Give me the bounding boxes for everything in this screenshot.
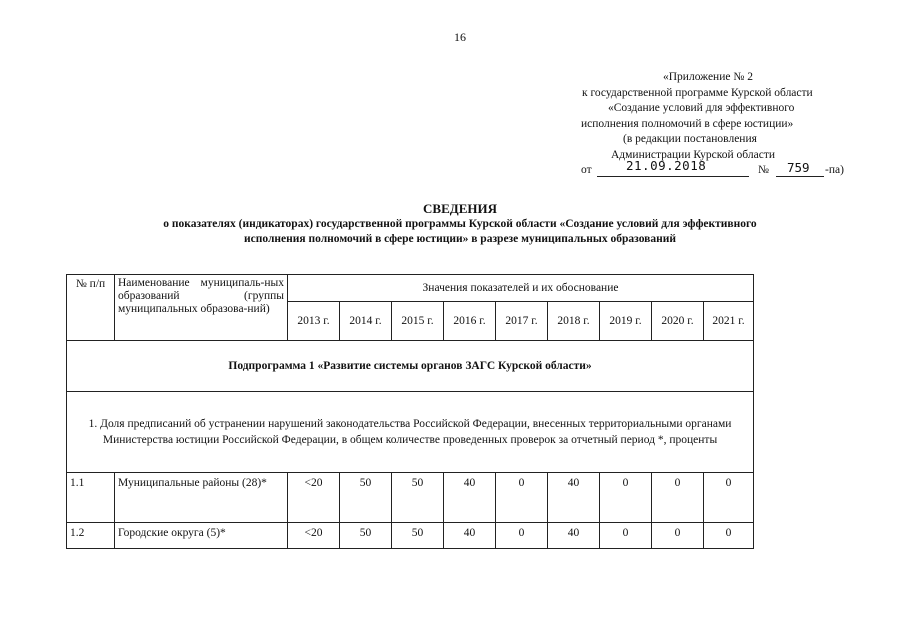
row-value: 0 xyxy=(600,523,652,549)
row-value: <20 xyxy=(288,473,340,523)
indicator-row xyxy=(67,392,754,473)
year-header: 2018 г. xyxy=(548,302,600,341)
document-heading xyxy=(90,200,830,247)
number-suffix: -па) xyxy=(825,164,844,176)
row-value: <20 xyxy=(288,523,340,549)
date-prefix: от xyxy=(581,164,592,176)
row-value: 40 xyxy=(548,473,600,523)
year-header: 2016 г. xyxy=(444,302,496,341)
values-header: Значения показателей и их обоснование xyxy=(288,275,754,302)
number-sign: № xyxy=(758,164,769,176)
appendix-line: Администрации Курской области xyxy=(611,148,775,161)
document-title: СВЕДЕНИЯ xyxy=(423,201,497,216)
appendix-line: «Создание условий для эффективного xyxy=(608,102,795,114)
appendix-line: исполнения полномочий в сфере юстиции» xyxy=(581,117,794,130)
row-name: Муниципальные районы (28)* xyxy=(115,473,288,523)
subprogram-row xyxy=(67,341,754,392)
appendix-line: к государственной программе Курской области xyxy=(582,86,813,99)
appendix-line: «Приложение № 2 xyxy=(663,71,753,83)
document-subtitle-line: исполнения полномочий в сфере юстиции» в разрезе муниципальных образований xyxy=(244,233,676,245)
header-row xyxy=(67,275,754,302)
row-value: 50 xyxy=(392,473,444,523)
subprogram-title: Подпрограмма 1 «Развитие системы органов ЗАГС Курской области» xyxy=(67,341,754,392)
resolution-number: 759 xyxy=(787,160,810,175)
year-header: 2014 г. xyxy=(340,302,392,341)
row-value: 0 xyxy=(652,523,704,549)
table-row xyxy=(67,523,754,549)
year-header: 2020 г. xyxy=(652,302,704,341)
document-subtitle-line: о показателях (индикаторах) государственной программы Курской области «Создание условий для эффективного xyxy=(163,218,757,230)
row-value: 50 xyxy=(340,523,392,549)
col-name-header: Наименование муниципаль-ных образований (группы муниципальных образова-ний) xyxy=(115,275,288,341)
year-header: 2021 г. xyxy=(704,302,754,341)
year-header: 2019 г. xyxy=(600,302,652,341)
page-number: 16 xyxy=(454,30,466,44)
row-value: 50 xyxy=(392,523,444,549)
year-header: 2015 г. xyxy=(392,302,444,341)
row-value: 40 xyxy=(548,523,600,549)
resolution-reference xyxy=(568,158,851,179)
appendix-line: (в редакции постановления xyxy=(623,133,757,145)
row-value: 40 xyxy=(444,473,496,523)
row-value: 0 xyxy=(652,473,704,523)
year-header: 2013 г. xyxy=(288,302,340,341)
row-number: 1.1 xyxy=(67,473,115,523)
row-value: 50 xyxy=(340,473,392,523)
indicators-table xyxy=(66,274,754,549)
row-value: 0 xyxy=(600,473,652,523)
row-value: 0 xyxy=(704,473,754,523)
col-num-header: № п/п xyxy=(67,275,115,341)
row-value: 40 xyxy=(444,523,496,549)
row-value: 0 xyxy=(704,523,754,549)
year-header: 2017 г. xyxy=(496,302,548,341)
date-underline xyxy=(597,176,749,177)
row-number: 1.2 xyxy=(67,523,115,549)
resolution-date: 21.09.2018 xyxy=(626,158,707,173)
appendix-block xyxy=(568,70,851,179)
row-value: 0 xyxy=(496,523,548,549)
indicator-description: 1. Доля предписаний об устранении нарушений законодательства Российской Федерации, внесенных территориальными органами Министерства юстиции Российской Федерации, в общем количестве проведенных проверок за отчетный период *, проценты xyxy=(67,392,754,473)
row-name: Городские округа (5)* xyxy=(115,523,288,549)
number-underline xyxy=(776,176,824,177)
table-row xyxy=(67,473,754,523)
row-value: 0 xyxy=(496,473,548,523)
